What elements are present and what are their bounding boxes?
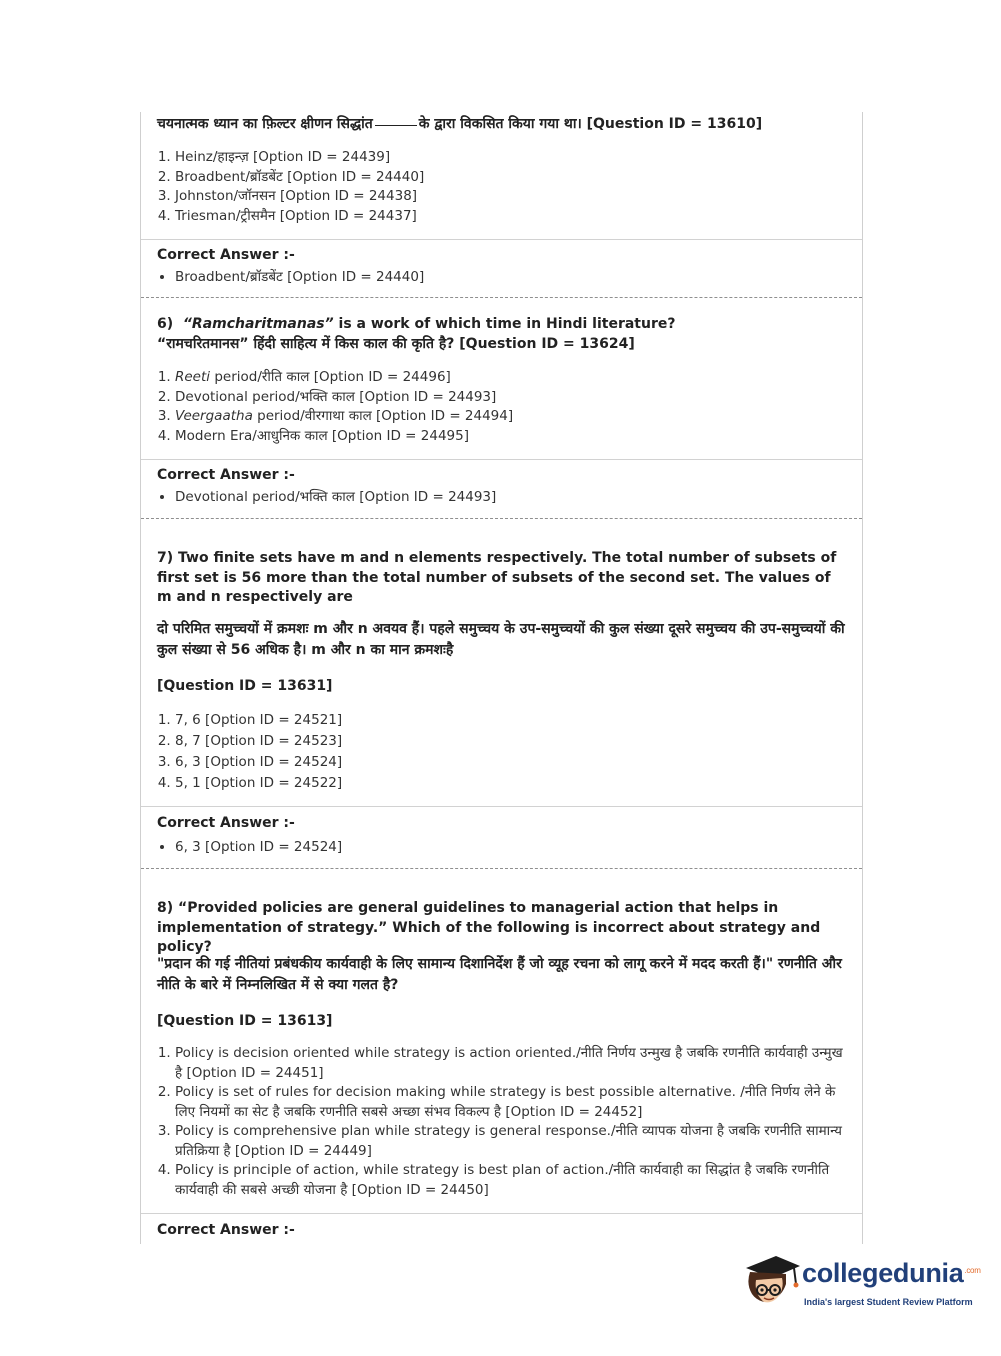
- question-8-english: 8) “Provided policies are general guidelines to managerial action that helps in implementation of strategy.” Which of the following is incorrect about strategy and policy?: [157, 900, 821, 955]
- option-item: 1. Reeti period/रीति काल [Option ID = 24496]: [175, 368, 848, 388]
- question-8-options: [157, 1044, 848, 1200]
- option-item: 4. Modern Era/आधुनिक काल [Option ID = 24495]: [175, 427, 848, 447]
- option-item: 1. Heinz/हाइन्ज़ [Option ID = 24439]: [175, 148, 848, 168]
- divider: [141, 239, 862, 240]
- correct-answer-label: Correct Answer :-: [157, 815, 295, 831]
- option-item: 3. 6, 3 [Option ID = 24524]: [175, 752, 848, 773]
- question-5-options: [157, 148, 848, 226]
- option-item: 1. 7, 6 [Option ID = 24521]: [175, 710, 848, 731]
- question-8-id: [Question ID = 13613]: [157, 1013, 333, 1029]
- option-item: 2. Broadbent/ब्रॉडबेंट [Option ID = 24440]: [175, 168, 848, 188]
- question-6-text: 6) “Ramcharitmanas” is a work of which time in Hindi literature? “रामचरितमानस” हिंदी साहित्य में किस काल की कृति है? [Question ID = 13624]: [157, 316, 676, 352]
- question-7-english: 7) Two finite sets have m and n elements respectively. The total number of subsets of first set is 56 more than the total number of subsets of the second set. The values of m and n respectively are: [157, 550, 837, 605]
- option-item: 3. Johnston/जॉनसन [Option ID = 24438]: [175, 187, 848, 207]
- option-item: 4. Policy is principle of action, while strategy is best plan of action./नीति कार्यवाही का सिद्धांत है जबकि रणनीति कार्यवाही की सबसे अच्छी योजना है [Option ID = 24450]: [175, 1161, 848, 1200]
- correct-answer-value: • Devotional period/भक्ति काल [Option ID = 24493]: [175, 487, 848, 507]
- question-frame: [140, 112, 863, 1244]
- blank-line: [375, 125, 417, 126]
- question-7-id: [Question ID = 13631]: [157, 678, 333, 694]
- collegedunia-logo: [742, 1250, 981, 1316]
- question-separator: [141, 297, 862, 298]
- question-8-hindi: "प्रदान की गई नीतियां प्रबंधकीय कार्यवाही के लिए सामान्य दिशानिर्देश हैं जो व्यूह रचना को लागू करने में मदद करती हैं।" रणनीति और नीति के बारे में निम्नलिखित में से क्या गलत है?: [157, 956, 842, 993]
- divider: [141, 806, 862, 807]
- option-item: 1. Policy is decision oriented while strategy is action oriented./नीति निर्णय उन्मुख है जबकि रणनीति कार्यवाही उन्मुख है [Option ID = 24451]: [175, 1044, 848, 1083]
- question-separator: [141, 518, 862, 519]
- question-7-options: [157, 710, 848, 794]
- divider: [141, 459, 862, 460]
- option-item: 2. Devotional period/भक्ति काल [Option ID = 24493]: [175, 388, 848, 408]
- option-item: 4. Triesman/ट्रीसमैन [Option ID = 24437]: [175, 207, 848, 227]
- mascot-icon: [742, 1250, 804, 1316]
- correct-answer-label: Correct Answer :-: [157, 1222, 295, 1238]
- correct-answer-label: Correct Answer :-: [157, 467, 295, 483]
- correct-answer-label: Correct Answer :-: [157, 247, 295, 263]
- question-separator: [141, 868, 862, 869]
- divider: [141, 1213, 862, 1214]
- question-7-hindi: दो परिमित समुच्चयों में क्रमशः m और n अवयव हैं। पहले समुच्चय के उप-समुच्चयों की कुल संख्या दूसरे समुच्चय की उप-समुच्चयों की कुल संख्या से 56 अधिक है। m और n का मान क्रमशःहै: [157, 621, 845, 658]
- option-item: 3. Policy is comprehensive plan while strategy is general response./नीति व्यापक योजना है जबकि रणनीति सामान्य प्रतिक्रिया है [Option ID = 24449]: [175, 1122, 848, 1161]
- correct-answer-value: • 6, 3 [Option ID = 24524]: [175, 837, 848, 857]
- question-5-text: चयनात्मक ध्यान का फ़िल्टर क्षीणन सिद्धांत के द्वारा विकसित किया गया था। [Question ID = 13610]: [157, 116, 763, 132]
- option-item: 2. Policy is set of rules for decision making while strategy is best possible alternative. /नीति निर्णय लेने के लिए नियमों का सेट है जबकि रणनीति सबसे अच्छा संभव विकल्प है [Option ID = 24452]: [175, 1083, 848, 1122]
- logo-tagline: India's largest Student Review Platform: [804, 1297, 973, 1307]
- logo-wordmark: collegedunia$^{.com}$: [802, 1258, 981, 1288]
- option-item: 4. 5, 1 [Option ID = 24522]: [175, 773, 848, 794]
- option-item: 3. Veergaatha period/वीरगाथा काल [Option ID = 24494]: [175, 407, 848, 427]
- question-6-options: [157, 368, 848, 446]
- correct-answer-value: • Broadbent/ब्रॉडबेंट [Option ID = 24440]: [175, 267, 848, 287]
- option-item: 2. 8, 7 [Option ID = 24523]: [175, 731, 848, 752]
